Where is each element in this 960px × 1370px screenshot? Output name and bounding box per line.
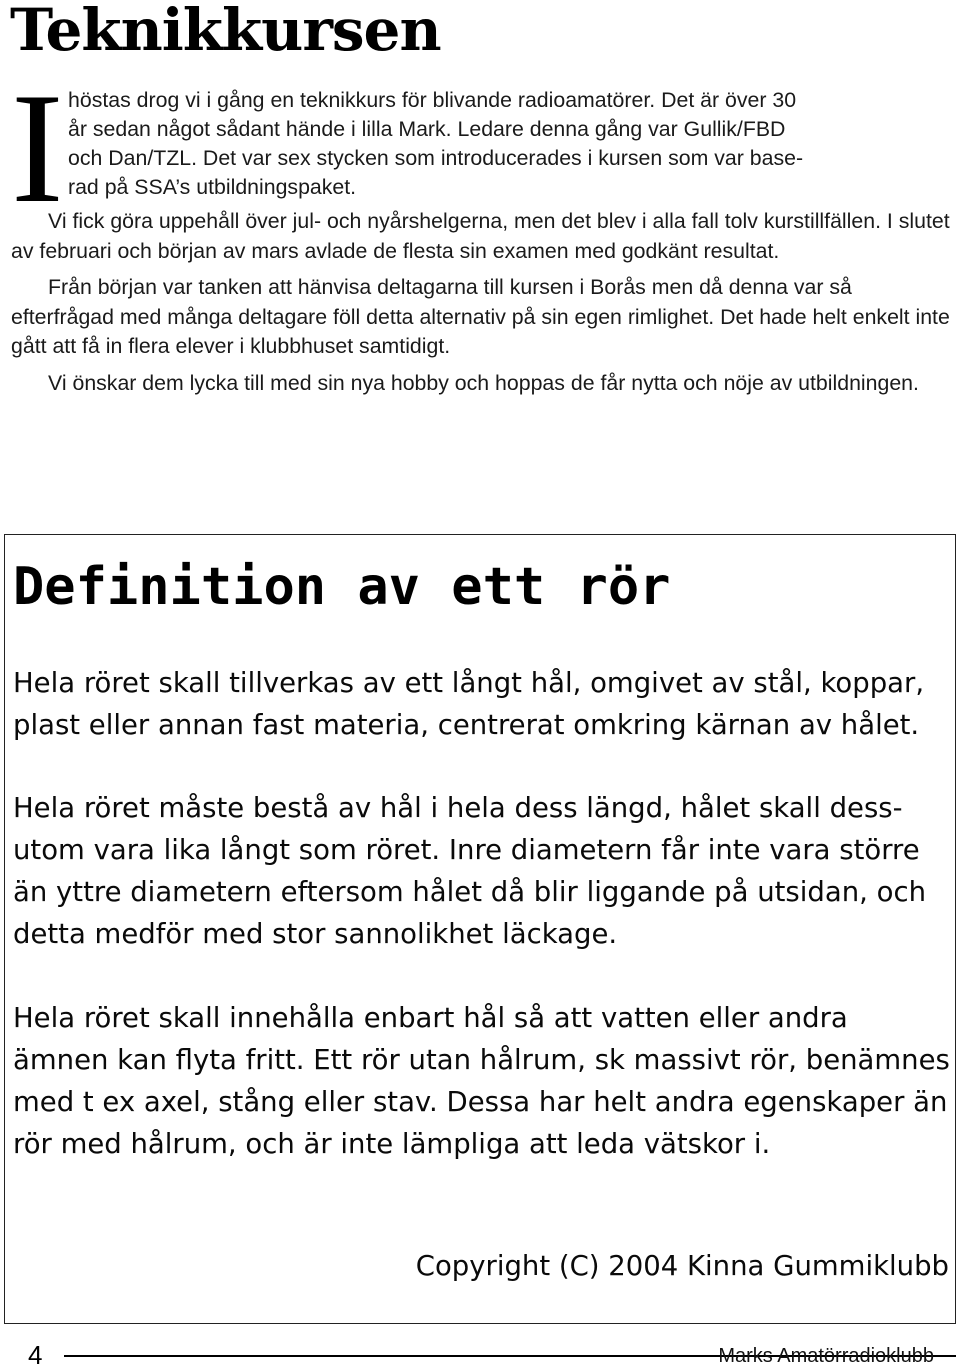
lead-line: rad på SSA’s utbildningspaket.: [68, 175, 357, 199]
lead-line: höstas drog vi i gång en teknikkurs för blivande radioamatörer. Det är över 30: [68, 88, 797, 112]
definition-paragraph: Hela röret skall tillverkas av ett långt hål, omgivet av stål, koppar, plast eller annan fast materia, centrerat omkring kärnan av hålet.: [13, 667, 925, 741]
article-body: [11, 61, 956, 398]
footer-club-name: Marks Amatörradioklubb: [718, 1345, 934, 1367]
article-paragraph: Från början var tanken att hänvisa deltagarna till kursen i Borås men då denna var så efterfrågad med många deltagare föll detta alternativ på sin egen rimlighet. Det hade helt enkelt inte gått att få in flera elever i klubbhuset samtidigt.: [11, 275, 950, 358]
article-title: Teknikkursen: [10, 0, 441, 64]
copyright-notice: Copyright (C) 2004 Kinna Gummiklubb: [415, 1250, 949, 1282]
lead-line: och Dan/TZL. Det var sex stycken som introducerades i kursen som var base-: [68, 146, 804, 170]
lead-line: år sedan något sådant hände i lilla Mark. Ledare denna gång var Gullik/FBD: [68, 117, 786, 141]
page-number: 4: [28, 1340, 43, 1370]
definition-paragraph: Hela röret skall innehålla enbart hål så att vatten eller andra ämnen kan flyta fritt. Ett rör utan hålrum, sk massivt rör, benämnes med t ex axel, stång eller stav. Dessa har helt andra egenskaper än rör med hålrum, och är inte lämpliga att leda vätskor i.: [13, 1002, 950, 1160]
article-paragraph: Vi fick göra uppehåll över jul- och nyårshelgerna, men det blev i alla fall tolv kurstillfällen. I slutet av februari och början av mars avlade de flesta sin examen med godkänt resultat.: [11, 209, 950, 263]
drop-cap: I: [11, 61, 64, 236]
definition-paragraph: Hela röret måste bestå av hål i hela dess längd, hålet skall dess-utom vara lika långt som röret. Inre diametern får inte vara större än yttre diametern eftersom hålet då blir liggande på utsidan, och detta medför med stor sannolikhet läckage.: [13, 792, 926, 950]
definition-title: Definition av ett rör: [13, 557, 671, 617]
article-paragraph: Vi önskar dem lycka till med sin nya hobby och hoppas de får nytta och nöje av utbildningen.: [48, 370, 919, 395]
definition-box: [4, 534, 956, 1324]
